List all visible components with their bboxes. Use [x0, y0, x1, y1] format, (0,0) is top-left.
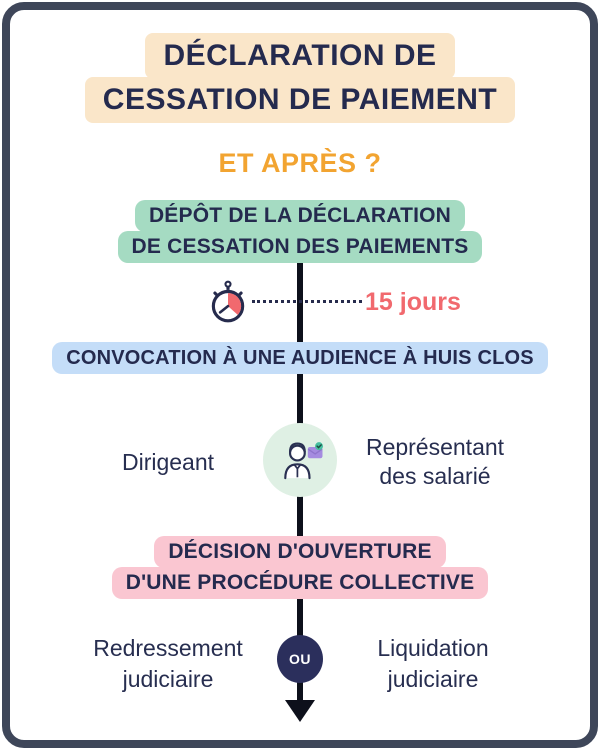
step-decision-line2: D'UNE PROCÉDURE COLLECTIVE — [112, 567, 489, 599]
step-decision-ouverture — [0, 536, 600, 598]
page-subtitle: ET APRÈS ? — [218, 148, 382, 178]
stopwatch-icon — [205, 280, 251, 326]
step-depot-declaration — [0, 200, 600, 262]
outcome-right-line1: Liquidation — [377, 635, 489, 661]
outcome-left-label — [83, 633, 253, 695]
outcome-right-label — [348, 633, 518, 695]
outcome-right-line2: judiciaire — [387, 666, 479, 692]
page-title — [0, 33, 600, 121]
step-depot-line2: DE CESSATION DES PAIEMENTS — [118, 231, 483, 263]
step-decision-line1: DÉCISION D'OUVERTURE — [154, 536, 445, 568]
attendee-right-line1: Représentant — [365, 434, 505, 460]
outcome-left-line1: Redressement — [93, 635, 243, 661]
attendee-left-label: Dirigeant — [121, 449, 215, 475]
outcome-left-line2: judiciaire — [122, 666, 214, 692]
page-title-line1: DÉCLARATION DE — [145, 33, 454, 79]
page-title-line2: CESSATION DE PAIEMENT — [85, 77, 515, 123]
delay-label: 15 jours — [365, 288, 461, 316]
delay-dotted-line — [252, 300, 362, 303]
step-convocation-label: CONVOCATION À UNE AUDIENCE À HUIS CLOS — [52, 342, 548, 374]
or-connector-badge: OU — [277, 635, 323, 683]
step-depot-line1: DÉPÔT DE LA DÉCLARATION — [135, 200, 465, 232]
page-subtitle-row — [0, 148, 600, 179]
flow-arrow-down-icon — [285, 700, 315, 722]
step-convocation — [0, 342, 600, 373]
attendee-icon-circle — [263, 423, 337, 497]
employee-representative-icon — [268, 428, 332, 492]
attendee-right-line2: des salarié — [379, 463, 491, 489]
attendee-right-label — [348, 433, 522, 491]
